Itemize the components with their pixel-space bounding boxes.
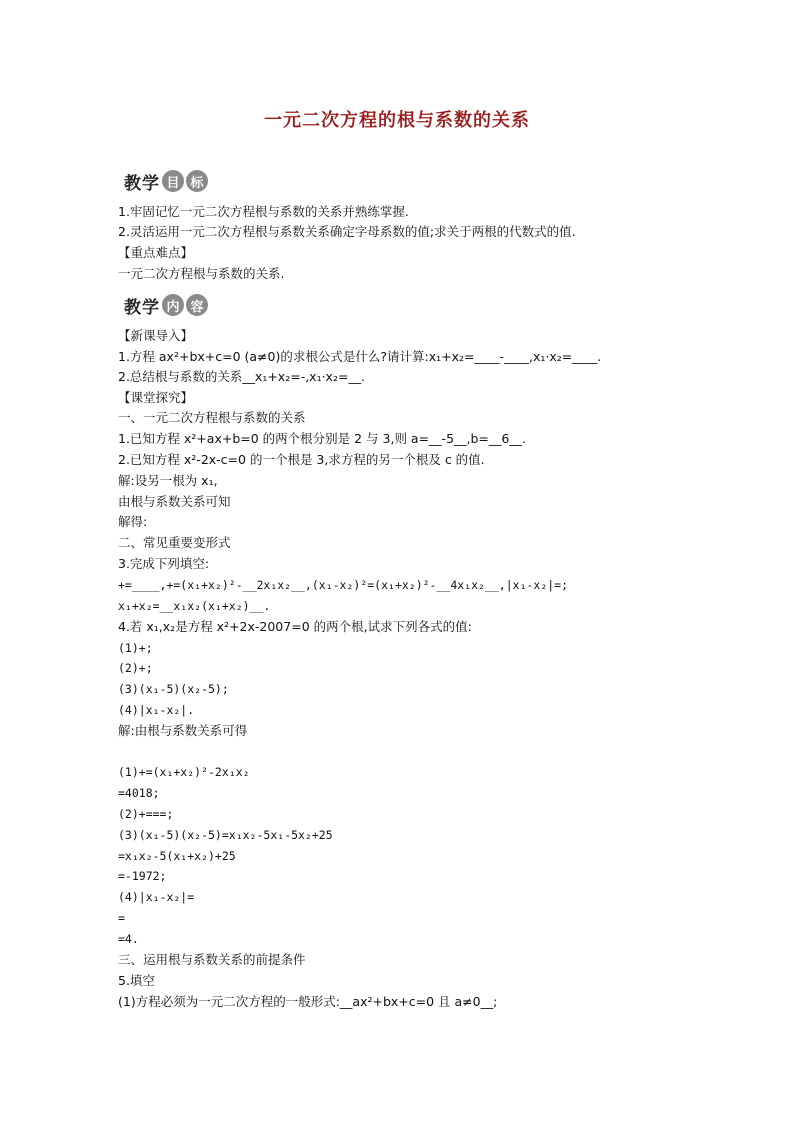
question-item: (2)+; <box>118 661 153 675</box>
goal-item: 2.灵活运用一元二次方程根与系数关系确定字母系数的值;求关于两根的代数式的值. <box>118 224 576 239</box>
solution-line: 解:设另一根为 x₁, <box>118 473 218 488</box>
goal-item: 1.牢固记忆一元二次方程根与系数的关系并熟练掌握. <box>118 204 409 219</box>
question-item: (1)方程必须为一元二次方程的一般形式:__ax²+bx+c=0 且 a≠0__; <box>118 994 498 1009</box>
solution-line: 由根与系数关系可知 <box>118 494 231 509</box>
section-heading-text: 教学 <box>124 173 160 194</box>
exercise-item: 1.已知方程 x²+ax+b=0 的两个根分别是 2 与 3,则 a=__-5__,b=__6__. <box>118 431 526 446</box>
exercise-item: 2.已知方程 x²-2x-c=0 的一个根是 3,求方程的另一个根及 c 的值. <box>118 452 485 467</box>
calculation-line: =4. <box>118 932 139 946</box>
calculation-line: (2)+===; <box>118 807 174 821</box>
intro-heading: 【新课导入】 <box>118 328 194 343</box>
calculation-line: (4)|x₁-x₂|= <box>118 890 195 904</box>
question-item: (1)+; <box>118 641 153 655</box>
solution-line: 解得: <box>118 514 148 529</box>
section-heading-text: 教学 <box>124 297 160 318</box>
exercise-item: 3.完成下列填空: <box>118 556 210 571</box>
calculation-line: =-1972; <box>118 869 167 883</box>
intro-item: 2.总结根与系数的关系__x₁+x₂=-,x₁·x₂=__. <box>118 369 365 384</box>
calculation-line: =x₁x₂-5(x₁+x₂)+25 <box>118 849 236 863</box>
part-heading: 三、运用根与系数关系的前提条件 <box>118 952 306 967</box>
exercise-fill-line: +=____,+=(x₁+x₂)²-__2x₁x₂__,(x₁-x₂)²=(x₁+x₂)²-__4x₁x₂__,|x₁-x₂|=; <box>118 578 569 592</box>
intro-item: 1.方程 ax²+bx+c=0 (a≠0)的求根公式是什么?请计算:x₁+x₂=____-____,x₁·x₂=____. <box>118 349 602 364</box>
calculation-line: =4018; <box>118 786 160 800</box>
section-heading-bubble: 内 <box>162 294 184 316</box>
part-heading: 一、一元二次方程根与系数的关系 <box>118 410 306 425</box>
section-heading-bubble: 目 <box>162 170 184 192</box>
explore-heading: 【课堂探究】 <box>118 390 194 405</box>
key-points-heading: 【重点难点】 <box>118 245 194 260</box>
question-item: (3)(x₁-5)(x₂-5); <box>118 682 229 696</box>
section-heading-bubble: 容 <box>186 294 208 316</box>
solution-heading: 解:由根与系数关系可得 <box>118 723 248 738</box>
section-heading-bubble: 标 <box>186 170 208 192</box>
calculation-line: = <box>118 911 125 925</box>
calculation-line: (1)+=(x₁+x₂)²-2x₁x₂ <box>118 765 250 779</box>
section-heading-goals <box>124 168 208 194</box>
part-heading: 二、常见重要变形式 <box>118 535 231 550</box>
question-item: (4)|x₁-x₂|. <box>118 703 195 717</box>
section-heading-content <box>124 292 208 318</box>
page-title: 一元二次方程的根与系数的关系 <box>264 110 530 131</box>
exercise-fill-line: x₁+x₂=__x₁x₂(x₁+x₂)__. <box>118 599 271 613</box>
key-points-body: 一元二次方程根与系数的关系. <box>118 266 285 281</box>
exercise-item: 5.填空 <box>118 973 155 988</box>
exercise-item: 4.若 x₁,x₂是方程 x²+2x-2007=0 的两个根,试求下列各式的值: <box>118 619 472 634</box>
calculation-line: (3)(x₁-5)(x₂-5)=x₁x₂-5x₁-5x₂+25 <box>118 828 333 842</box>
